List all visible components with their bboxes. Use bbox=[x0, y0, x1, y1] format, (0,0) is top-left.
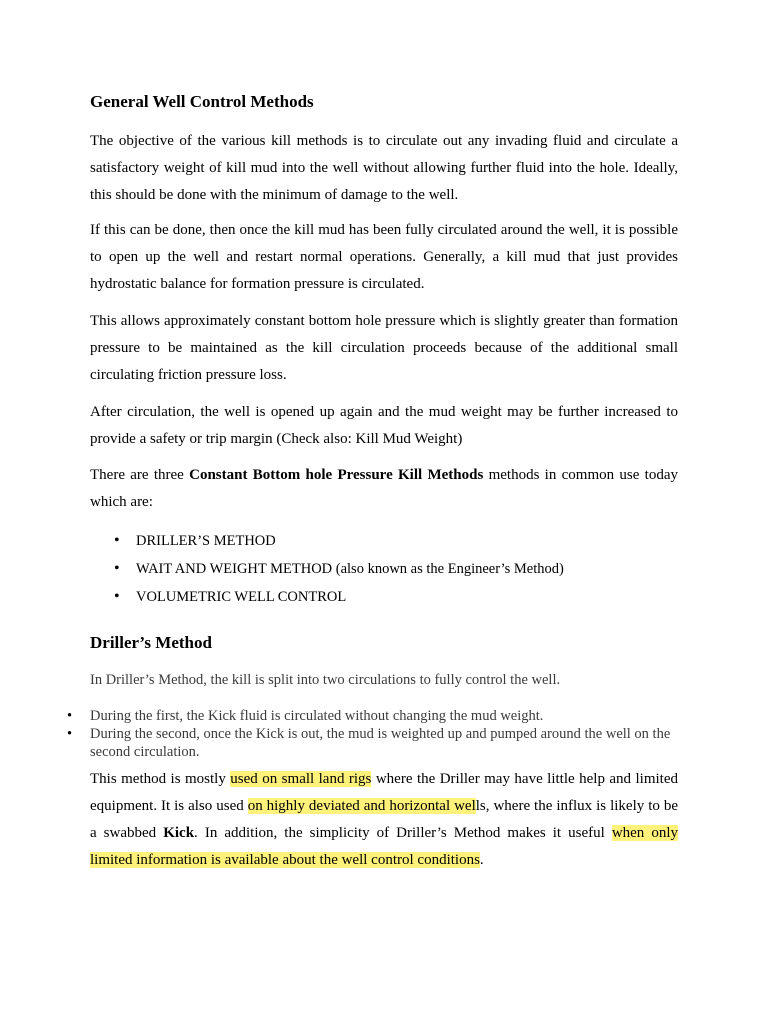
paragraph-drillers-usage: This method is mostly used on small land rigs where the Driller may have little help and limited equipment. It is also used on highly deviated and horizontal wells, where the influx is likely to be a swabbed Kick. In addition, the simplicity of Driller’s Method makes it useful when only limited information is available about the well control conditions. bbox=[90, 771, 678, 868]
list-item: • WAIT AND WEIGHT METHOD (also known as the Engineer’s Method) bbox=[90, 555, 564, 583]
list-item: • DRILLER’S METHOD bbox=[90, 527, 564, 555]
highlight-deviated-wells: on highly deviated and horizontal wel bbox=[247, 798, 476, 814]
paragraph-three-methods bbox=[90, 462, 678, 516]
paragraph-kill-mud: If this can be done, then once the kill mud has been fully circulated around the well, it is possible to open up the well and restart normal operations. Generally, a kill mud that just provides hydrostatic balance for formation pressure is circulated. bbox=[90, 222, 678, 292]
three-methods-pre: There are three bbox=[90, 467, 190, 483]
kill-methods-list bbox=[90, 527, 564, 611]
paragraph-bottom-hole-pressure: This allows approximately constant bottom hole pressure which is slightly greater than formation pressure to be maintained as the kill circulation proceeds because of the additional small circulating friction pressure loss. bbox=[90, 313, 678, 383]
three-methods-post: methods in common use today which are: bbox=[90, 467, 679, 510]
list-item: • During the second, once the Kick is out, the mud is weighted up and pumped around the well on the second circulation. bbox=[0, 725, 690, 761]
list-item: • During the first, the Kick fluid is circulated without changing the mud weight. bbox=[0, 707, 690, 725]
circulations-list bbox=[0, 707, 690, 761]
paragraph-after-circulation: After circulation, the well is opened up again and the mud weight may be further increased to provide a safety or trip margin (Check also: Kill Mud Weight) bbox=[90, 404, 678, 447]
kick-bold: Kick bbox=[163, 825, 195, 841]
paragraph-objective: The objective of the various kill methods is to circulate out any invading fluid and circulate a satisfactory weight of kill mud into the well without allowing further fluid into the hole. Ideally, this should be done with the minimum of damage to the well. bbox=[90, 133, 678, 203]
section-heading-general: General Well Control Methods bbox=[90, 92, 314, 111]
highlight-limited-information: when only limited information is available about the well control conditions bbox=[90, 825, 678, 868]
paragraph-drillers-intro: In Driller’s Method, the kill is split into two circulations to fully control the well. bbox=[90, 672, 561, 688]
list-item: • VOLUMETRIC WELL CONTROL bbox=[90, 583, 564, 611]
section-heading-drillers: Driller’s Method bbox=[90, 633, 212, 652]
three-methods-bold: Constant Bottom hole Pressure Kill Methods bbox=[189, 467, 484, 483]
highlight-small-land-rigs: used on small land rigs bbox=[230, 771, 372, 787]
